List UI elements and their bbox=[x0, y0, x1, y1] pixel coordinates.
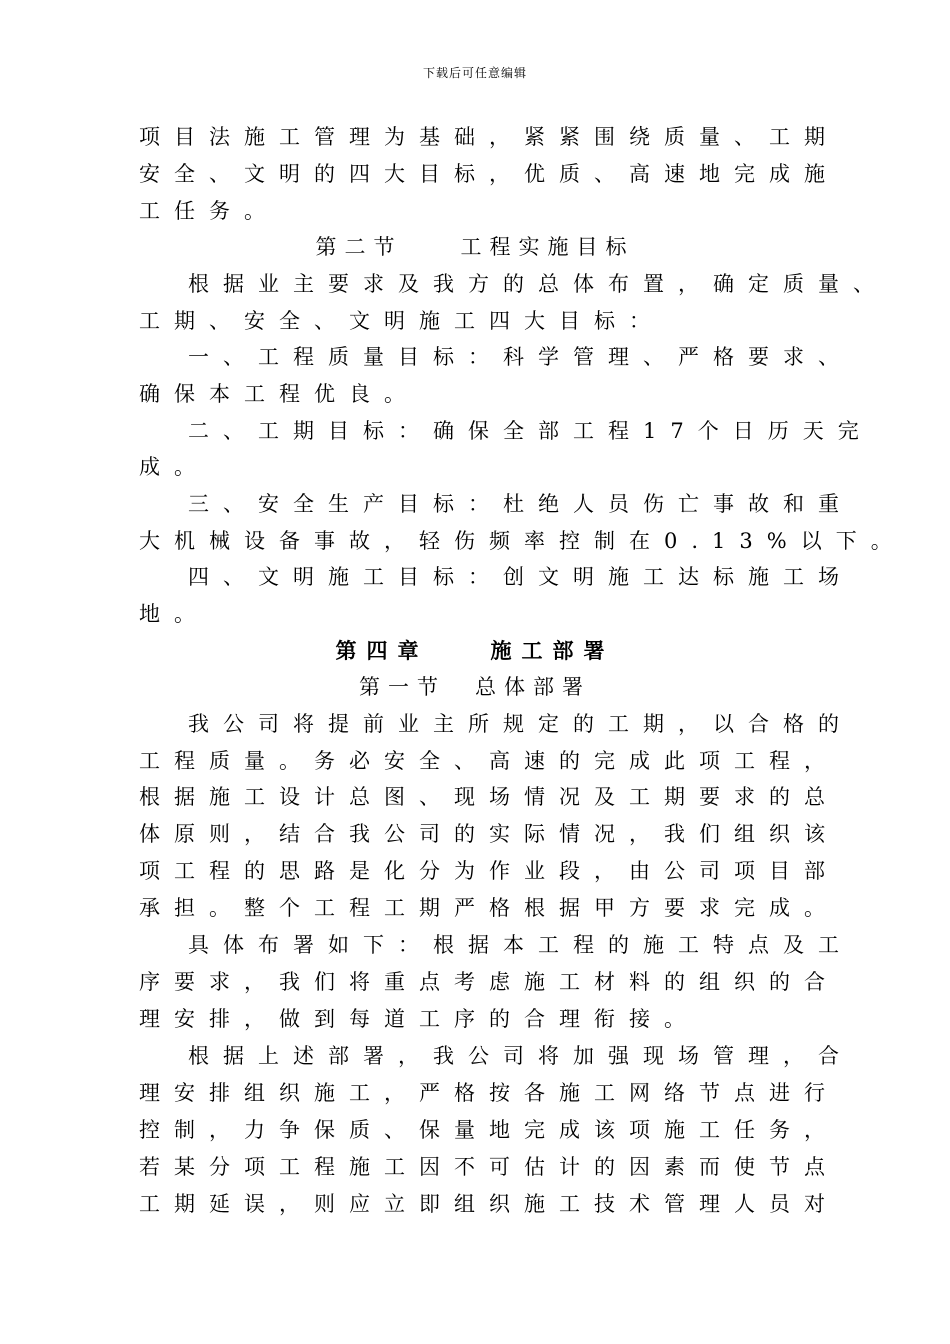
body-line: 一、工程质量目标：科学管理、严格要求、 bbox=[188, 345, 853, 369]
body-line: 安全、文明的四大目标，优质、高速地完成施 bbox=[139, 162, 839, 186]
body-line: 三、安全生产目标：杜绝人员伤亡事故和重 bbox=[188, 492, 853, 516]
body-line: 我公司将提前业主所规定的工期，以合格的 bbox=[188, 712, 853, 736]
body-line: 四、文明施工目标：创文明施工达标施工场 bbox=[188, 565, 853, 589]
section-heading: 第一节 总体部署 bbox=[359, 675, 591, 699]
body-line: 二、工期目标：确保全部工程17个日历天完 bbox=[188, 419, 873, 443]
chapter-heading: 第四章 施工部署 bbox=[335, 638, 615, 663]
body-line: 承担。整个工程工期严格根据甲方要求完成。 bbox=[139, 896, 839, 920]
section-heading: 第二节 工程实施目标 bbox=[315, 235, 635, 259]
body-line: 工期、安全、文明施工四大目标： bbox=[139, 309, 664, 333]
body-line: 地。 bbox=[139, 602, 209, 626]
body-line: 项目法施工管理为基础，紧紧围绕质量、工期 bbox=[139, 125, 839, 149]
body-line: 工期延误，则应立即组织施工技术管理人员对 bbox=[139, 1192, 839, 1216]
body-line: 根据业主要求及我方的总体布置，确定质量、 bbox=[188, 272, 888, 296]
body-line: 序要求，我们将重点考虑施工材料的组织的合 bbox=[139, 970, 839, 994]
body-line: 若某分项工程施工因不可估计的因素而使节点 bbox=[139, 1155, 839, 1179]
body-line: 体原则，结合我公司的实际情况，我们组织该 bbox=[139, 822, 839, 846]
body-line: 理安排，做到每道工序的合理衔接。 bbox=[139, 1007, 699, 1031]
body-line: 工任务。 bbox=[139, 199, 279, 223]
body-line: 工程质量。务必安全、高速的完成此项工程， bbox=[139, 749, 839, 773]
body-line: 成。 bbox=[139, 455, 209, 479]
body-line: 根据上述部署，我公司将加强现场管理，合 bbox=[188, 1044, 853, 1068]
body-line: 控制，力争保质、保量地完成该项施工任务， bbox=[139, 1118, 839, 1142]
body-line: 具体布署如下：根据本工程的施工特点及工 bbox=[188, 933, 853, 957]
body-line: 大机械设备事故，轻伤频率控制在0.13%以下。 bbox=[139, 529, 906, 553]
header-note: 下载后可任意编辑 bbox=[422, 66, 527, 80]
body-line: 项工程的思路是化分为作业段，由公司项目部 bbox=[139, 859, 839, 883]
body-line: 根据施工设计总图、现场情况及工期要求的总 bbox=[139, 785, 839, 809]
body-line: 确保本工程优良。 bbox=[139, 382, 419, 406]
body-line: 理安排组织施工，严格按各施工网络节点进行 bbox=[139, 1081, 839, 1105]
